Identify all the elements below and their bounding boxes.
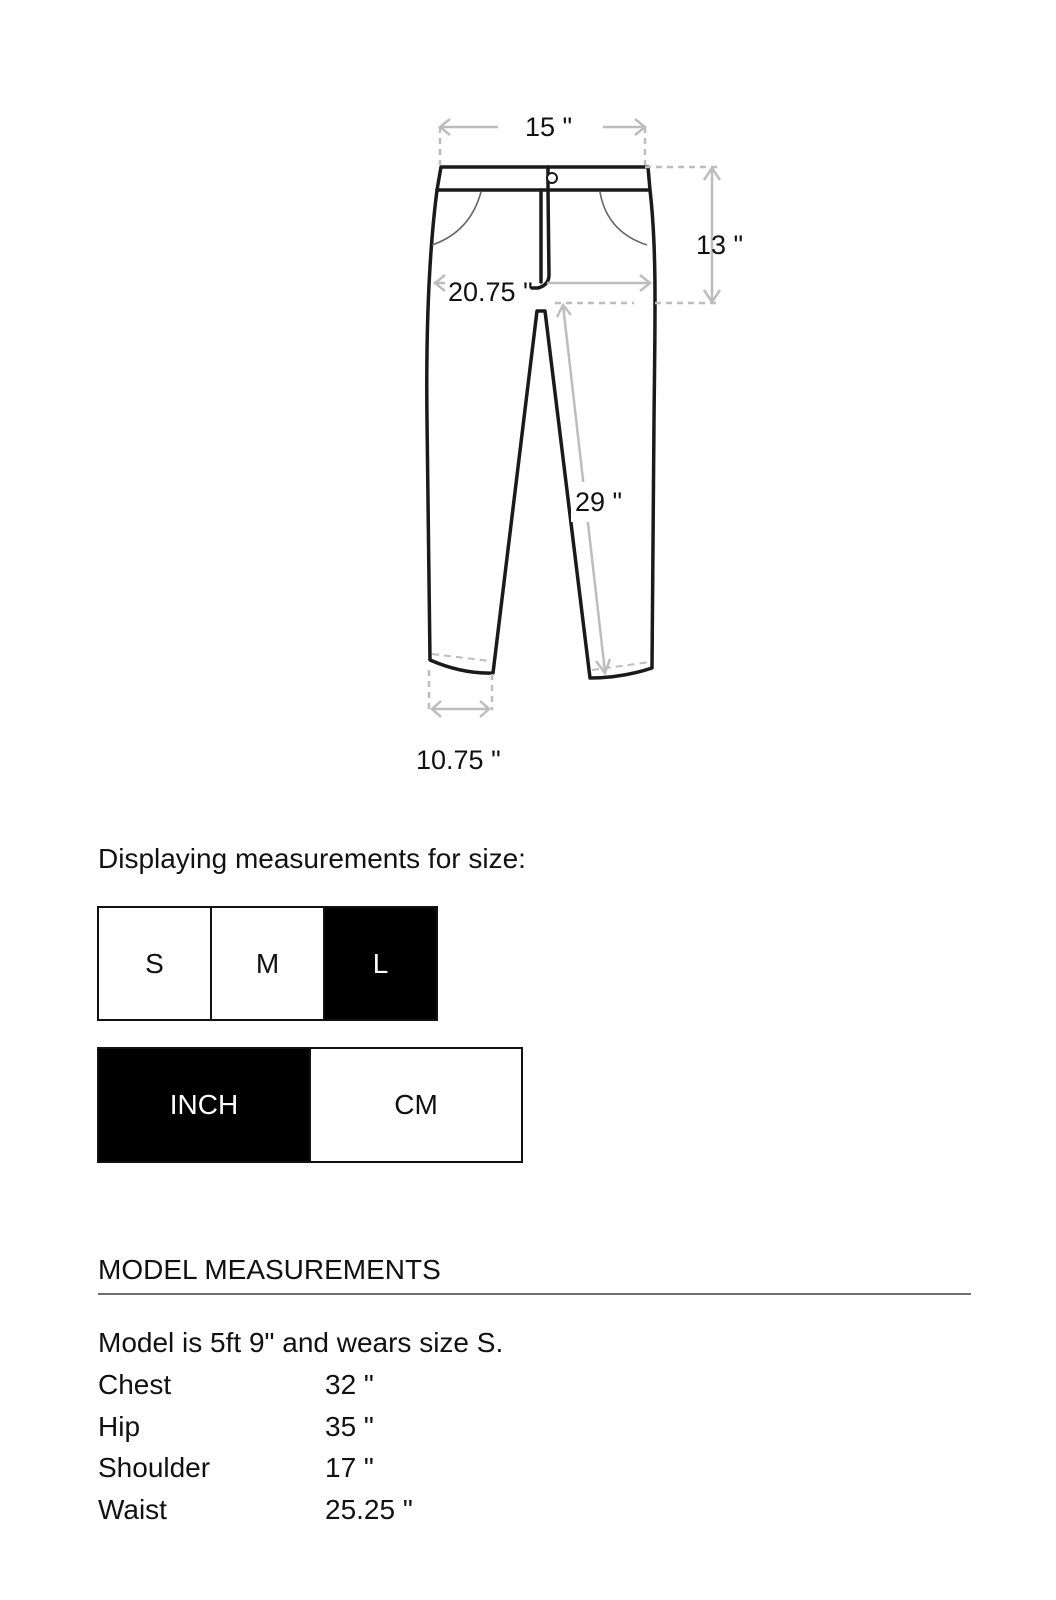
left-pocket-seam xyxy=(432,192,481,245)
model-row-value: 32 " xyxy=(325,1369,374,1400)
waist-button-icon xyxy=(547,173,557,183)
model-measurements-table xyxy=(98,1368,413,1534)
hem-stitching xyxy=(432,654,650,670)
rise-measurement-label: 13 " xyxy=(696,230,744,260)
size-selector-caption: Displaying measurements for size: xyxy=(98,843,526,874)
size-button-l[interactable]: L xyxy=(323,906,438,1021)
unit-selector xyxy=(97,1047,523,1163)
leg-opening-measurement-label: 10.75 " xyxy=(416,745,501,775)
inseam-measurement-label: 29 " xyxy=(575,487,623,517)
model-row-chest xyxy=(98,1368,413,1410)
unit-button-inch[interactable]: INCH xyxy=(97,1047,311,1163)
model-description: Model is 5ft 9" and wears size S. xyxy=(98,1327,504,1358)
model-row-label: Hip xyxy=(98,1410,141,1442)
model-row-waist xyxy=(98,1493,413,1535)
right-pocket-seam xyxy=(600,192,647,245)
model-measurements-heading: MODEL MEASUREMENTS xyxy=(98,1253,971,1295)
model-row-value: 35 " xyxy=(325,1410,374,1442)
model-row-label: Chest xyxy=(98,1369,172,1400)
model-row-hip xyxy=(98,1410,413,1452)
pants-outline xyxy=(427,167,655,678)
model-row-label: Waist xyxy=(98,1493,167,1525)
model-row-shoulder xyxy=(98,1451,413,1493)
hip-measurement-label: 20.75 " xyxy=(448,277,533,307)
unit-button-cm[interactable]: CM xyxy=(309,1047,523,1163)
size-selector xyxy=(97,906,438,1021)
model-row-label: Shoulder xyxy=(98,1452,211,1483)
size-button-m[interactable]: M xyxy=(210,906,325,1021)
waist-measurement-label: 15 " xyxy=(525,112,573,142)
measurement-guides xyxy=(429,119,720,717)
model-row-value: 25.25 " xyxy=(325,1493,413,1525)
size-button-s[interactable]: S xyxy=(97,906,212,1021)
model-row-value: 17 " xyxy=(325,1452,374,1483)
